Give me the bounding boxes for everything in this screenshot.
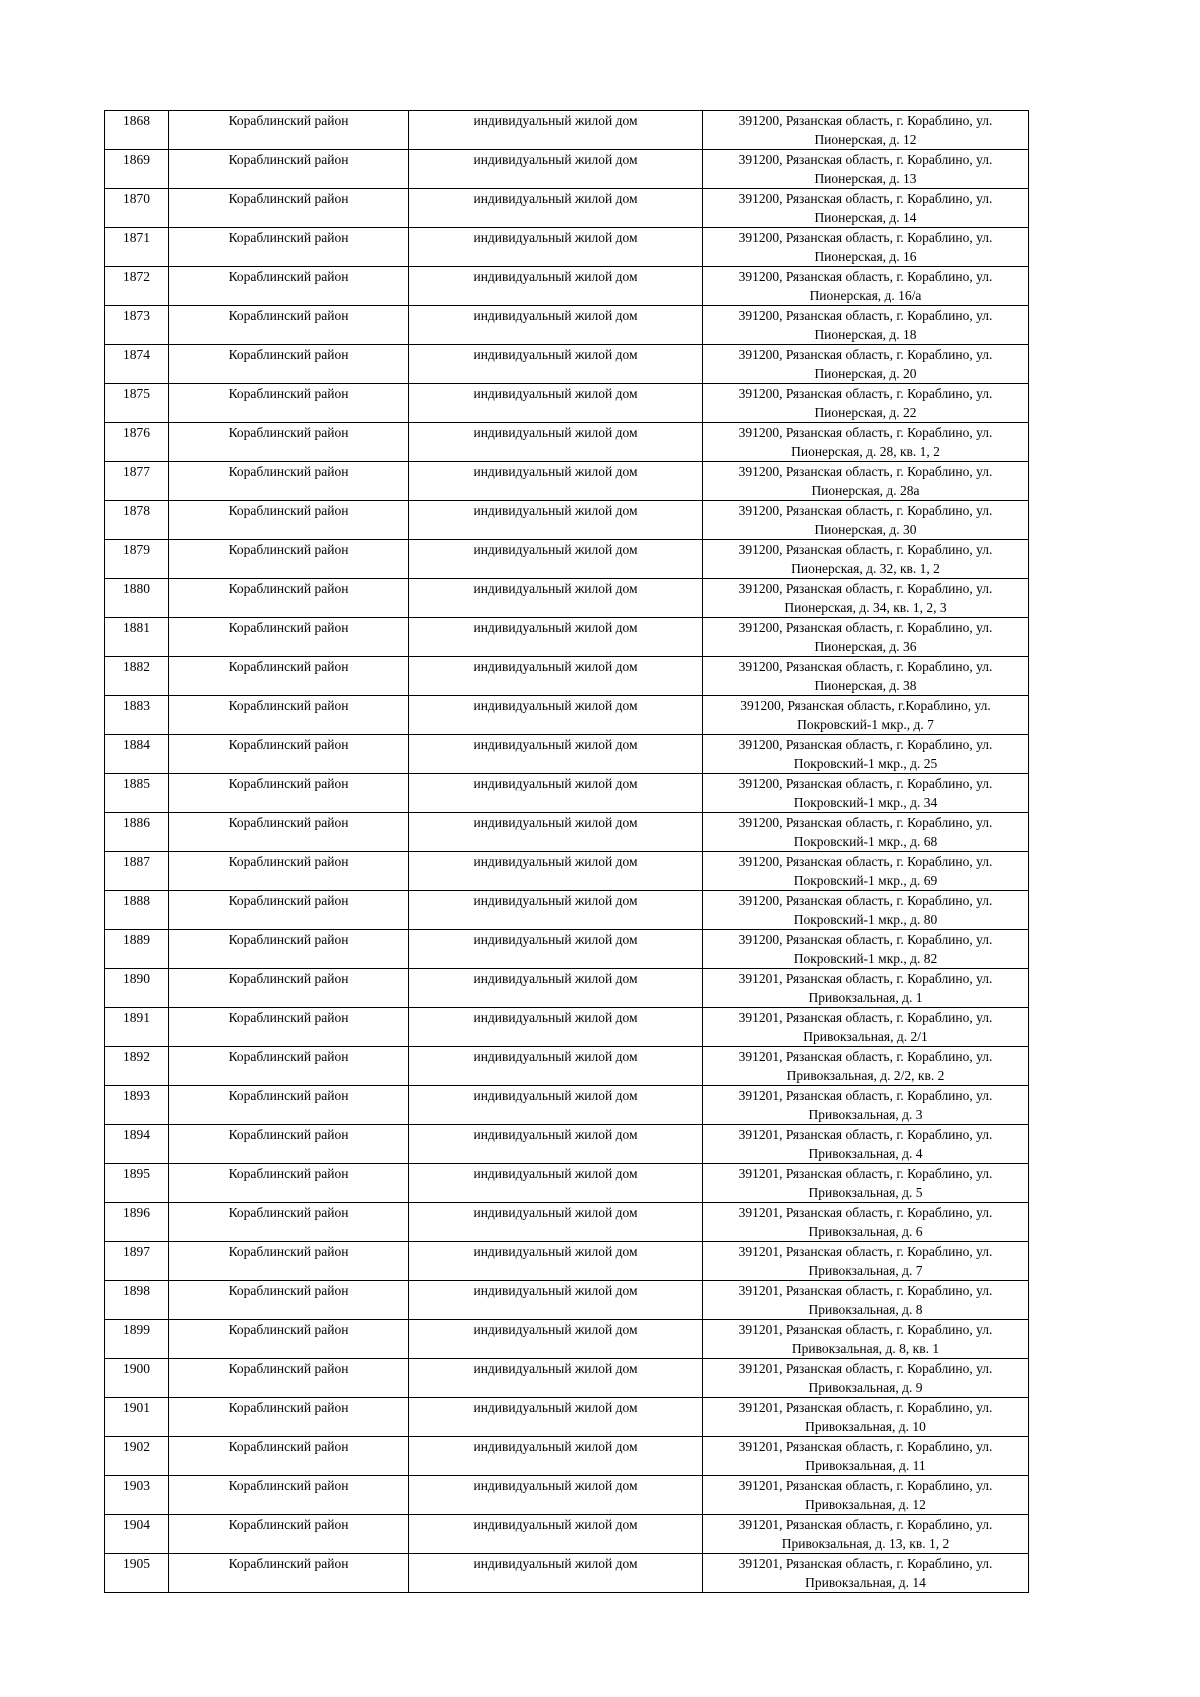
object-type-cell: индивидуальный жилой дом [409,1047,703,1086]
object-type-cell: индивидуальный жилой дом [409,618,703,657]
object-type-cell: индивидуальный жилой дом [409,501,703,540]
row-number-cell: 1878 [105,501,169,540]
address-cell: 391201, Рязанская область, г. Кораблино, ул. Привокзальная, д. 10 [703,1398,1029,1437]
address-cell: 391200, Рязанская область, г. Кораблино, ул. Покровский-1 мкр., д. 34 [703,774,1029,813]
row-number-cell: 1888 [105,891,169,930]
district-cell: Кораблинский район [169,306,409,345]
table-row [105,813,1029,852]
table-row [105,267,1029,306]
address-cell: 391201, Рязанская область, г. Кораблино, ул. Привокзальная, д. 2/1 [703,1008,1029,1047]
district-cell: Кораблинский район [169,969,409,1008]
address-cell: 391200, Рязанская область, г. Кораблино, ул. Пионерская, д. 38 [703,657,1029,696]
row-number-cell: 1868 [105,111,169,150]
object-type-cell: индивидуальный жилой дом [409,306,703,345]
district-cell: Кораблинский район [169,462,409,501]
row-number-cell: 1904 [105,1515,169,1554]
address-cell: 391200, Рязанская область, г. Кораблино, ул. Пионерская, д. 18 [703,306,1029,345]
district-cell: Кораблинский район [169,774,409,813]
object-type-cell: индивидуальный жилой дом [409,267,703,306]
table-row [105,189,1029,228]
row-number-cell: 1871 [105,228,169,267]
object-type-cell: индивидуальный жилой дом [409,1359,703,1398]
row-number-cell: 1874 [105,345,169,384]
row-number-cell: 1887 [105,852,169,891]
object-type-cell: индивидуальный жилой дом [409,813,703,852]
address-cell: 391201, Рязанская область, г. Кораблино, ул. Привокзальная, д. 13, кв. 1, 2 [703,1515,1029,1554]
table-row [105,696,1029,735]
address-cell: 391200, Рязанская область, г. Кораблино, ул. Пионерская, д. 12 [703,111,1029,150]
row-number-cell: 1869 [105,150,169,189]
object-type-cell: индивидуальный жилой дом [409,1086,703,1125]
address-cell: 391201, Рязанская область, г. Кораблино, ул. Привокзальная, д. 4 [703,1125,1029,1164]
table-row [105,1554,1029,1593]
address-cell: 391201, Рязанская область, г. Кораблино, ул. Привокзальная, д. 9 [703,1359,1029,1398]
row-number-cell: 1884 [105,735,169,774]
row-number-cell: 1893 [105,1086,169,1125]
row-number-cell: 1870 [105,189,169,228]
object-type-cell: индивидуальный жилой дом [409,1398,703,1437]
address-cell: 391201, Рязанская область, г. Кораблино, ул. Привокзальная, д. 6 [703,1203,1029,1242]
row-number-cell: 1876 [105,423,169,462]
district-cell: Кораблинский район [169,384,409,423]
district-cell: Кораблинский район [169,1203,409,1242]
district-cell: Кораблинский район [169,852,409,891]
district-cell: Кораблинский район [169,501,409,540]
row-number-cell: 1886 [105,813,169,852]
table-row [105,228,1029,267]
table-row [105,1437,1029,1476]
district-cell: Кораблинский район [169,111,409,150]
row-number-cell: 1882 [105,657,169,696]
address-cell: 391200, Рязанская область, г. Кораблино, ул. Пионерская, д. 28а [703,462,1029,501]
row-number-cell: 1902 [105,1437,169,1476]
row-number-cell: 1890 [105,969,169,1008]
district-cell: Кораблинский район [169,1242,409,1281]
district-cell: Кораблинский район [169,735,409,774]
address-cell: 391200, Рязанская область, г. Кораблино, ул. Пионерская, д. 13 [703,150,1029,189]
district-cell: Кораблинский район [169,150,409,189]
object-type-cell: индивидуальный жилой дом [409,384,703,423]
row-number-cell: 1905 [105,1554,169,1593]
address-cell: 391201, Рязанская область, г. Кораблино, ул. Привокзальная, д. 7 [703,1242,1029,1281]
district-cell: Кораблинский район [169,1554,409,1593]
address-cell: 391200, Рязанская область, г. Кораблино, ул. Пионерская, д. 16 [703,228,1029,267]
address-cell: 391200, Рязанская область, г. Кораблино, ул. Пионерская, д. 30 [703,501,1029,540]
row-number-cell: 1895 [105,1164,169,1203]
district-cell: Кораблинский район [169,1047,409,1086]
address-cell: 391200, Рязанская область, г.Кораблино, ул. Покровский-1 мкр., д. 7 [703,696,1029,735]
district-cell: Кораблинский район [169,189,409,228]
object-type-cell: индивидуальный жилой дом [409,1476,703,1515]
table-row [105,1125,1029,1164]
object-type-cell: индивидуальный жилой дом [409,774,703,813]
address-cell: 391200, Рязанская область, г. Кораблино, ул. Пионерская, д. 36 [703,618,1029,657]
district-cell: Кораблинский район [169,1437,409,1476]
object-type-cell: индивидуальный жилой дом [409,1515,703,1554]
table-row [105,579,1029,618]
row-number-cell: 1903 [105,1476,169,1515]
district-cell: Кораблинский район [169,1398,409,1437]
address-cell: 391201, Рязанская область, г. Кораблино, ул. Привокзальная, д. 5 [703,1164,1029,1203]
table-row [105,891,1029,930]
table-row [105,540,1029,579]
row-number-cell: 1892 [105,1047,169,1086]
table-row [105,1242,1029,1281]
row-number-cell: 1877 [105,462,169,501]
row-number-cell: 1873 [105,306,169,345]
address-cell: 391200, Рязанская область, г. Кораблино, ул. Пионерская, д. 22 [703,384,1029,423]
row-number-cell: 1901 [105,1398,169,1437]
row-number-cell: 1881 [105,618,169,657]
table-row [105,1047,1029,1086]
object-type-cell: индивидуальный жилой дом [409,579,703,618]
table-row [105,462,1029,501]
table-row [105,735,1029,774]
row-number-cell: 1891 [105,1008,169,1047]
district-cell: Кораблинский район [169,657,409,696]
object-type-cell: индивидуальный жилой дом [409,1164,703,1203]
table-row [105,1086,1029,1125]
table-row [105,423,1029,462]
object-type-cell: индивидуальный жилой дом [409,852,703,891]
table-row [105,1476,1029,1515]
district-cell: Кораблинский район [169,228,409,267]
address-cell: 391200, Рязанская область, г. Кораблино, ул. Пионерская, д. 14 [703,189,1029,228]
table-row [105,111,1029,150]
object-type-cell: индивидуальный жилой дом [409,540,703,579]
table-row [105,1515,1029,1554]
table-row [105,1203,1029,1242]
address-cell: 391200, Рязанская область, г. Кораблино, ул. Покровский-1 мкр., д. 25 [703,735,1029,774]
object-type-cell: индивидуальный жилой дом [409,930,703,969]
object-type-cell: индивидуальный жилой дом [409,1125,703,1164]
row-number-cell: 1896 [105,1203,169,1242]
district-cell: Кораблинский район [169,930,409,969]
object-type-cell: индивидуальный жилой дом [409,696,703,735]
district-cell: Кораблинский район [169,267,409,306]
address-cell: 391201, Рязанская область, г. Кораблино, ул. Привокзальная, д. 2/2, кв. 2 [703,1047,1029,1086]
row-number-cell: 1894 [105,1125,169,1164]
row-number-cell: 1889 [105,930,169,969]
object-type-cell: индивидуальный жилой дом [409,1203,703,1242]
table-row [105,501,1029,540]
district-cell: Кораблинский район [169,423,409,462]
table-row [105,1281,1029,1320]
district-cell: Кораблинский район [169,1008,409,1047]
row-number-cell: 1883 [105,696,169,735]
table-row [105,657,1029,696]
address-cell: 391201, Рязанская область, г. Кораблино, ул. Привокзальная, д. 11 [703,1437,1029,1476]
registry-table-body [105,111,1029,1593]
object-type-cell: индивидуальный жилой дом [409,735,703,774]
district-cell: Кораблинский район [169,1125,409,1164]
object-type-cell: индивидуальный жилой дом [409,1554,703,1593]
district-cell: Кораблинский район [169,1164,409,1203]
table-row [105,345,1029,384]
object-type-cell: индивидуальный жилой дом [409,1281,703,1320]
table-row [105,1398,1029,1437]
address-cell: 391200, Рязанская область, г. Кораблино, ул. Пионерская, д. 34, кв. 1, 2, 3 [703,579,1029,618]
district-cell: Кораблинский район [169,1281,409,1320]
address-cell: 391200, Рязанская область, г. Кораблино, ул. Покровский-1 мкр., д. 68 [703,813,1029,852]
object-type-cell: индивидуальный жилой дом [409,1320,703,1359]
table-row [105,618,1029,657]
object-type-cell: индивидуальный жилой дом [409,423,703,462]
table-row [105,1164,1029,1203]
address-cell: 391201, Рязанская область, г. Кораблино, ул. Привокзальная, д. 12 [703,1476,1029,1515]
address-cell: 391200, Рязанская область, г. Кораблино, ул. Пионерская, д. 28, кв. 1, 2 [703,423,1029,462]
address-cell: 391200, Рязанская область, г. Кораблино, ул. Пионерская, д. 16/а [703,267,1029,306]
object-type-cell: индивидуальный жилой дом [409,891,703,930]
object-type-cell: индивидуальный жилой дом [409,1242,703,1281]
table-row [105,969,1029,1008]
table-row [105,1320,1029,1359]
table-row [105,306,1029,345]
district-cell: Кораблинский район [169,1086,409,1125]
object-type-cell: индивидуальный жилой дом [409,111,703,150]
object-type-cell: индивидуальный жилой дом [409,1008,703,1047]
address-cell: 391201, Рязанская область, г. Кораблино, ул. Привокзальная, д. 3 [703,1086,1029,1125]
address-cell: 391201, Рязанская область, г. Кораблино, ул. Привокзальная, д. 1 [703,969,1029,1008]
district-cell: Кораблинский район [169,1476,409,1515]
row-number-cell: 1899 [105,1320,169,1359]
object-type-cell: индивидуальный жилой дом [409,657,703,696]
table-row [105,384,1029,423]
district-cell: Кораблинский район [169,1320,409,1359]
object-type-cell: индивидуальный жилой дом [409,345,703,384]
district-cell: Кораблинский район [169,696,409,735]
table-row [105,774,1029,813]
row-number-cell: 1900 [105,1359,169,1398]
district-cell: Кораблинский район [169,345,409,384]
address-cell: 391200, Рязанская область, г. Кораблино, ул. Пионерская, д. 32, кв. 1, 2 [703,540,1029,579]
object-type-cell: индивидуальный жилой дом [409,969,703,1008]
address-cell: 391200, Рязанская область, г. Кораблино, ул. Покровский-1 мкр., д. 69 [703,852,1029,891]
district-cell: Кораблинский район [169,891,409,930]
row-number-cell: 1898 [105,1281,169,1320]
row-number-cell: 1879 [105,540,169,579]
address-cell: 391201, Рязанская область, г. Кораблино, ул. Привокзальная, д. 14 [703,1554,1029,1593]
row-number-cell: 1885 [105,774,169,813]
row-number-cell: 1875 [105,384,169,423]
object-type-cell: индивидуальный жилой дом [409,189,703,228]
address-cell: 391201, Рязанская область, г. Кораблино, ул. Привокзальная, д. 8 [703,1281,1029,1320]
table-row [105,150,1029,189]
row-number-cell: 1897 [105,1242,169,1281]
row-number-cell: 1872 [105,267,169,306]
table-row [105,1008,1029,1047]
district-cell: Кораблинский район [169,813,409,852]
row-number-cell: 1880 [105,579,169,618]
address-cell: 391201, Рязанская область, г. Кораблино, ул. Привокзальная, д. 8, кв. 1 [703,1320,1029,1359]
address-cell: 391200, Рязанская область, г. Кораблино, ул. Пионерская, д. 20 [703,345,1029,384]
table-row [105,930,1029,969]
object-type-cell: индивидуальный жилой дом [409,228,703,267]
table-row [105,852,1029,891]
table-row [105,1359,1029,1398]
registry-table [104,110,1029,1593]
district-cell: Кораблинский район [169,579,409,618]
district-cell: Кораблинский район [169,1515,409,1554]
district-cell: Кораблинский район [169,618,409,657]
object-type-cell: индивидуальный жилой дом [409,462,703,501]
district-cell: Кораблинский район [169,1359,409,1398]
address-cell: 391200, Рязанская область, г. Кораблино, ул. Покровский-1 мкр., д. 80 [703,891,1029,930]
object-type-cell: индивидуальный жилой дом [409,150,703,189]
address-cell: 391200, Рязанская область, г. Кораблино, ул. Покровский-1 мкр., д. 82 [703,930,1029,969]
district-cell: Кораблинский район [169,540,409,579]
object-type-cell: индивидуальный жилой дом [409,1437,703,1476]
